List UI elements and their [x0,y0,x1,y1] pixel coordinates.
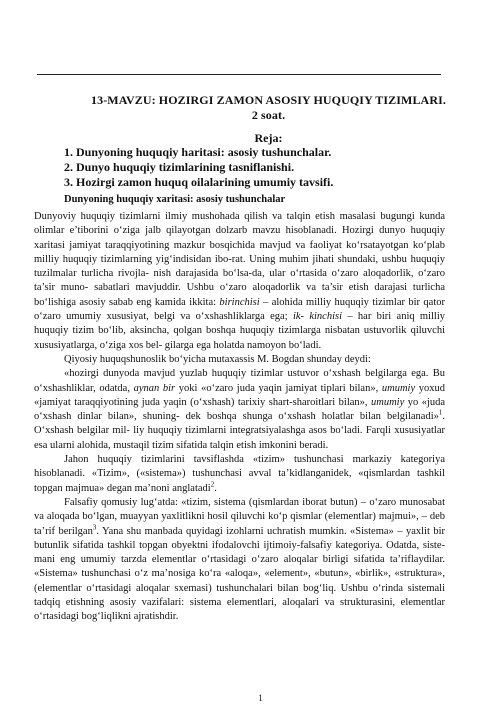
paragraph-3-emphasis-2: umumiy [381,382,416,394]
paragraph-3-emphasis-1: aynan bir [133,382,176,394]
paragraph-2: Qiyosiy huquqshunoslik bo‘yicha mutaxassis M. Bogdan shunday deydi: [64,353,371,365]
footnote-ref-2: 2 [210,480,215,489]
body-text [34,210,445,625]
paragraph-1-emphasis-2: ik- kinchisi [292,311,343,323]
paragraph-3-text-e: . O‘xshash belgilar mil- liy huquqiy tizimlarni integratsiyalashga asos bo‘ladi. Farqli xususiyatlar esa ularni alohida, mustaqil tizim sifatida talqin etish imkonini beradi. [34,411,445,451]
paragraph-3-text-b: yoki «o‘zaro juda yaqin jamiyat tiplari bilan», [175,382,382,394]
plan-item-1: 1. Dunyoning huquqiy haritasi: asosiy tushunchalar. [64,145,332,159]
plan-item-2: 2. Dunyo huquqiy tizimlarining tasniflanishi. [64,160,295,174]
plan-heading: Reja: [254,131,283,145]
paragraph-3 [34,367,445,453]
footnote-ref-3: 3 [92,523,97,532]
plan-item-3: 3. Hozirgi zamon huquq oilalarining umumiy tavsifi. [64,175,334,189]
paragraph-3-emphasis-3: umumiy [371,396,405,408]
paragraph-1-text-a: Dunyoviy huquqiy tizimlarni ilmiy mushohada qilish va talqin etish masalasi bugungi kunda olimlar e’tiborini o‘ziga jalb qilayotgan dolzarb mavzu hisoblanadi. Hozirgi dunyo huquqiy xaritasi jamiyat taraqqiyotining mazkur bosqichida mavjud va faoliyat ko‘rsatayotgan ko‘plab milliy huquqiy tizimlarning yig‘indisidan ibo-rat. Uning muhim jihati shundaki, ushbu huquqiy tuzilmalar turlicha rivojla- nish darajasida bo‘lsa-da, ular o‘rtasida o‘zaro aloqadorlik, o‘zaro ta’sir muno- sabatlari mavjuddir. Ushbu o‘zaro aloqadorlik va ta’sir etish darajasi turlicha bo‘lishiga asosiy sabab eng kamida ikkita: [34,211,445,308]
paragraph-4-text-a: Jahon huquqiy tizimlarini tavsiflashda «tizim» tushunchasi markaziy kategoriya hisoblanadi. «Tizim», («sistema») tushunchasi avval ta’kidlanganidek, «qismlardan tashkil topgan majmua» degan ma’noni anglatadi [34,454,445,494]
paragraph-3-text-c: yoxud «jamiyat taraqqiyotining juda yaqin (o‘xshash) tarixiy shart-sharoitlari bilan», [34,382,445,408]
plan-list [64,145,464,190]
paragraph-5 [34,496,445,625]
paragraph-4 [34,453,445,496]
paragraph-1-emphasis-1: birinchisi [219,296,260,308]
page-number: 1 [258,693,263,703]
title-line-1: 13-MAVZU: HOZIRGI ZAMON ASOSIY HUQUQIY TIZIMLARI. [91,93,446,107]
paragraph-5-text-b: . Yana shu manbada quyidagi izohlarni uchratish mumkin. «Sistema» – yaxlit bir butunlik sifatida tashkil topgan obyektni ifodalovchi ijtimoiy-falsafiy kategoriya. Odatda, siste- mani eng umumiy tarzda elementlar o‘rtasidagi o‘zaro aloqalar birligi sifatida ta’riflaydilar. «Sistema» tushunchasi o‘z ma’nosiga ko‘ra «aloqa», «element», «butun», «birlik», «struktura», (elementlar o‘rtasidagi aloqalar sxemasi) tushunchalari bilan bog‘liq. Ushbu o‘rinda sistemali tadqiq etishning asosiy vazifalari: sistema elementlari, aloqalari va strukturasini, elementlar o‘rtasidagi bog‘liqlikni ajratishdir. [34,525,446,623]
title-line-2: 2 soat. [251,108,286,122]
paragraph-3-text-a: «hozirgi dunyoda mavjud yuzlab huquqiy tizimlar ustuvor o‘xshash belgilarga ega. Bu o‘xshashliklar, odatda, [34,368,445,394]
footnote-ref-1: 1 [438,408,443,417]
section-heading: Dunyoning huquqiy xaritasi: asosiy tushunchalar [64,194,286,205]
paragraph-4-text-b: . [214,482,217,494]
document-title [0,93,497,123]
paragraph-3-text-d: yo «juda o‘xshash dinlar bilan», shuning- dek boshqa shunga o‘xshash holatlar bilan belgilanadi» [34,396,445,423]
paragraph-1-text-b: – alohida milliy huquqiy tizimlar bir qator o‘zaro umumiy xususiyat, belgi va o‘xshashliklarga ega; [34,296,445,323]
top-divider [37,74,441,75]
paragraph-1-text-c: – har biri aniq milliy huquqiy tizim bo‘lib, aksincha, qolgan boshqa huquqiy tizimlarga nisbatan ustuvorlik qiluvchi xususiyatlarga, o‘ziga xos bel- gilarga ega holatda namoyon bo‘ladi. [34,311,446,351]
paragraph-1 [34,210,445,353]
paragraph-5-text-a: Falsafiy qomusiy lug‘atda: «tizim, sistema (qismlardan iborat butun) – o‘zaro munosabat va aloqada bo‘lgan, muayyan yaxlitlikni hosil qiluvchi ko‘p qismlar (elementlar) majmui», – deb ta’rif berilgan [34,496,445,537]
